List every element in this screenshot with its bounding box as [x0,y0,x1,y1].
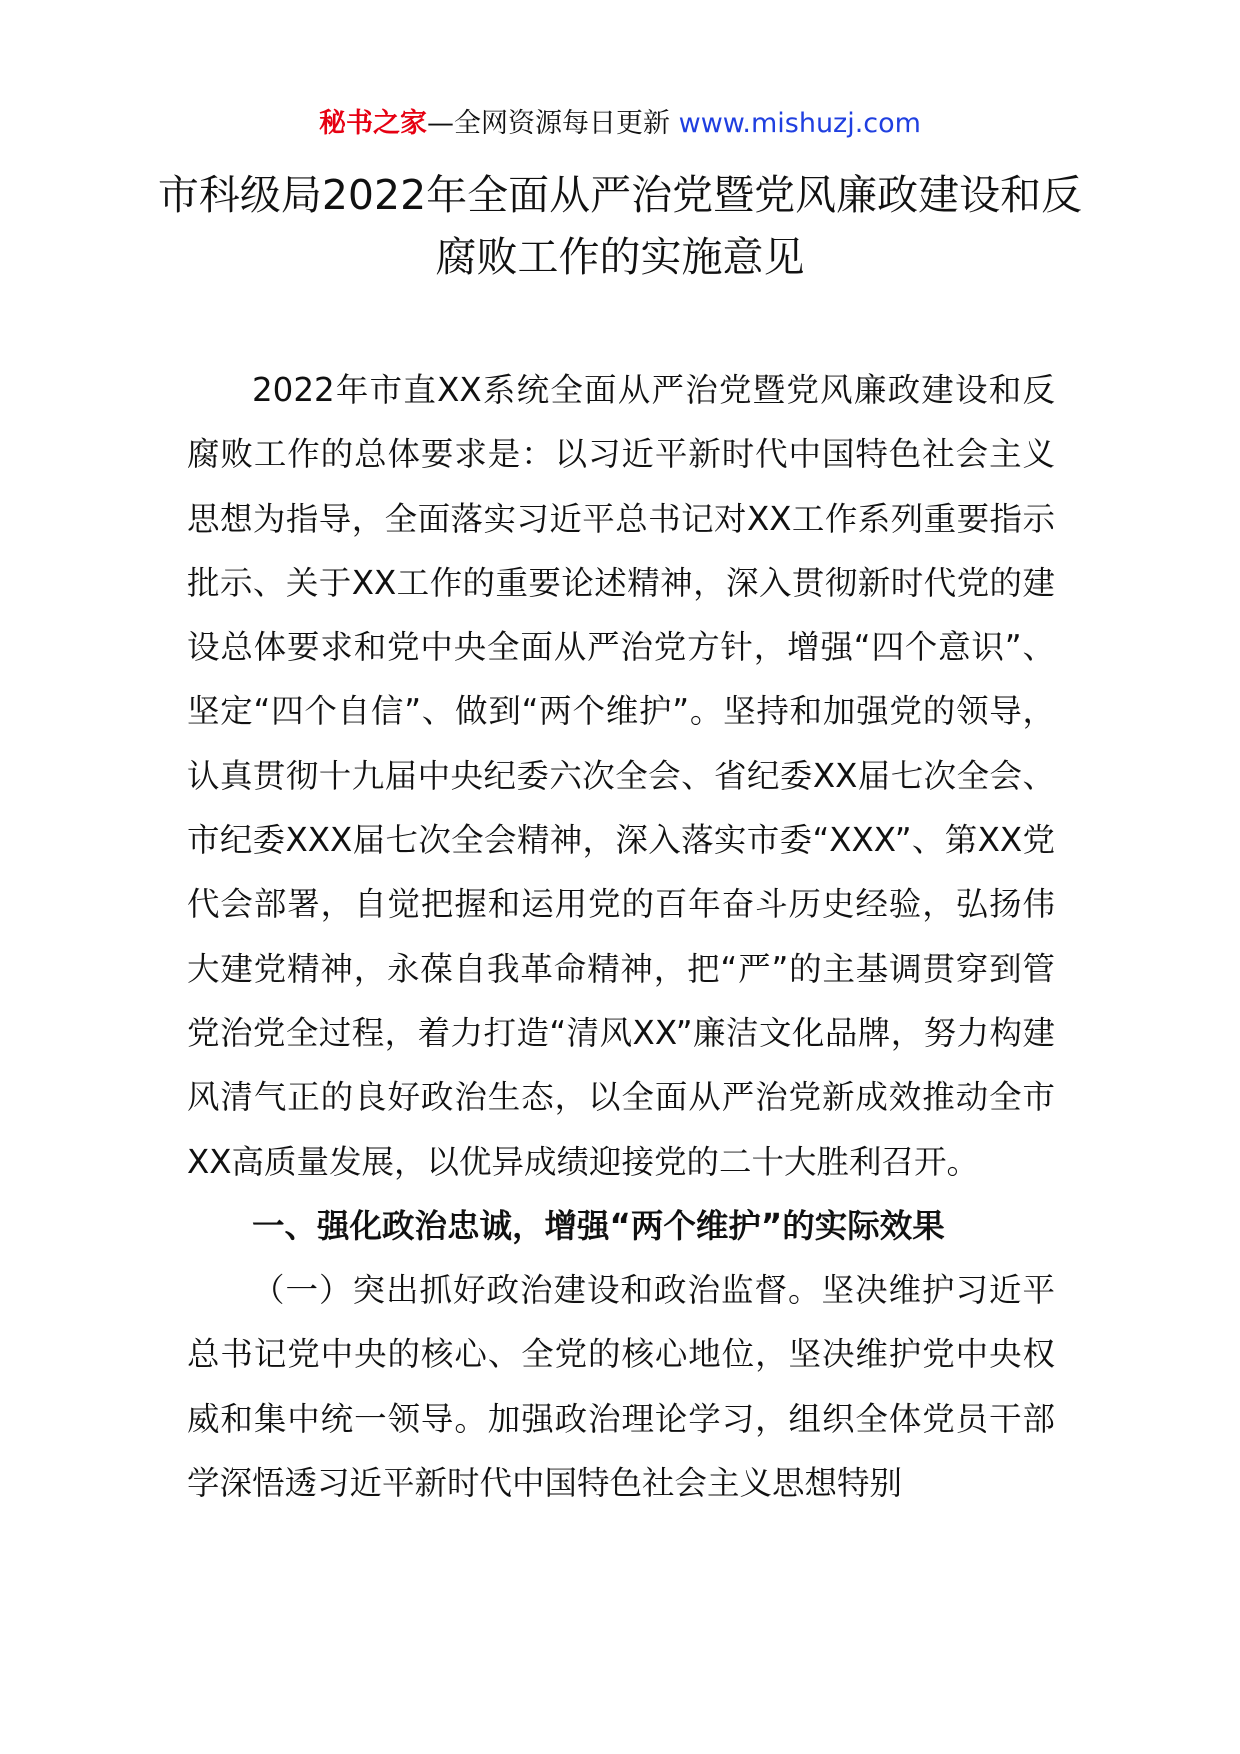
site-tagline: —全网资源每日更新 [427,108,679,139]
document-body [187,358,1055,1515]
section-heading-1: 一、强化政治忠诚，增强“两个维护”的实际效果 [252,1206,945,1245]
site-banner [0,104,1240,144]
site-brand: 秘书之家 [319,108,428,139]
subsection-paragraph-1: （一）突出抓好政治建设和政治监督。坚决维护习近平总书记党中央的核心、全党的核心地位，坚决维护党中央权威和集中统一领导。加强政治理论学习，组织全体党员干部学深悟透习近平新时代中国特色社会主义思想特别 [187,1271,1055,1503]
document-title: 市科级局2022年全面从严治党暨党风廉政建设和反腐败工作的实施意见 [157,171,1083,281]
site-url-link[interactable]: www.mishuzj.com [678,108,921,139]
intro-paragraph: 2022年市直XX系统全面从严治党暨党风廉政建设和反腐败工作的总体要求是：以习近平新时代中国特色社会主义思想为指导，全面落实习近平总书记对XX工作系列重要指示批示、关于XX工作的重要论述精神，深入贯彻新时代党的建设总体要求和党中央全面从严治党方针，增强“四个意识”、坚定“四个自信”、做到“两个维护”。坚持和加强党的领导，认真贯彻十九届中央纪委六次全会、省纪委XX届七次全会、市纪委XXX届七次全会精神，深入落实市委“XXX”、第XX党代会部署，自觉把握和运用党的百年奋斗历史经验，弘扬伟大建党精神，永葆自我革命精神，把“严”的主基调贯穿到管党治党全过程，着力打造“清风XX”廉洁文化品牌，努力构建风清气正的良好政治生态，以全面从严治党新成效推动全市XX高质量发展，以优异成绩迎接党的二十大胜利召开。 [187,371,1055,1181]
